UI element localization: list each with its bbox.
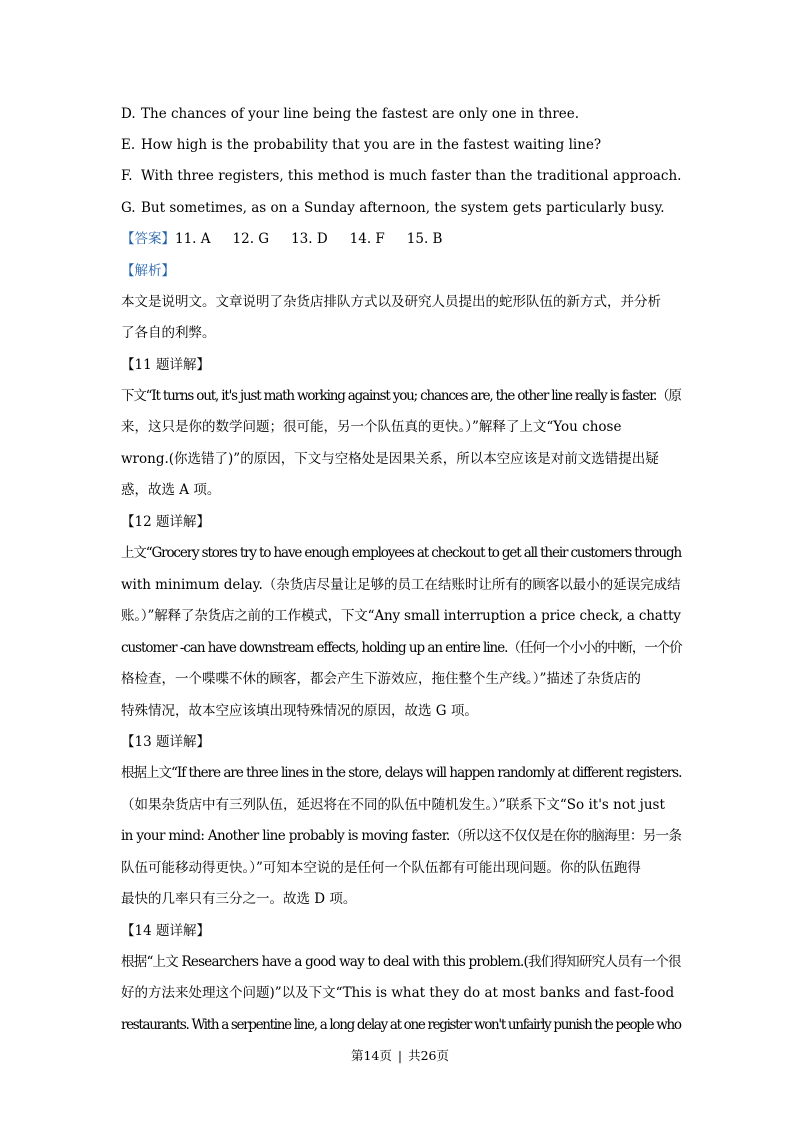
option-f xyxy=(121,166,681,186)
body-line: 账。）”解释了杂货店之前的工作模式，下文“Any small interruption a price check, a chatty xyxy=(121,608,681,624)
option-letter: E. xyxy=(121,137,136,153)
body-line: 格检查，一个喋喋不休的顾客，都会产生下游效应，拖住整个生产线。）”描述了杂货店的 xyxy=(121,671,641,687)
answer-item: 11. A xyxy=(175,231,211,247)
body-line: 特殊情况，故本空应该填出现特殊情况的原因，故选 G 项。 xyxy=(121,703,478,719)
body-line: 根据上文“If there are three lines in the store, delays will happen randomly at different registers. xyxy=(121,765,682,781)
footer-separator: | xyxy=(397,1048,403,1063)
option-text: The chances of your line being the fastest are only one in three. xyxy=(141,106,580,122)
answer-line xyxy=(121,229,681,249)
body-line: restaurants. With a serpentine line, a long delay at one register won't unfairly punish the people who xyxy=(121,1017,681,1033)
body-line: 队伍可能移动得更快。）”可知本空说的是任何一个队伍都有可能出现问题。你的队伍跑得 xyxy=(121,860,641,876)
body-line: 了各自的利弊。 xyxy=(121,325,216,341)
option-text: With three registers, this method is much faster than the traditional approach. xyxy=(141,168,682,184)
section-heading: 【11 题详解】 xyxy=(121,357,210,373)
option-text: How high is the probability that you are in the fastest waiting line? xyxy=(141,137,602,153)
body-line: with minimum delay.（杂货店尽量让足够的员工在结账时让所有的顾客以最小的延误完成结 xyxy=(121,577,681,593)
option-letter: G. xyxy=(121,200,136,216)
body-line: in your mind: Another line probably is moving faster.（所以这不仅仅是在你的脑海里：另一条 xyxy=(121,828,682,844)
body-line: （如果杂货店中有三列队伍，延迟将在不同的队伍中随机发生。）”联系下文“So it's not just xyxy=(121,797,665,813)
page-total: 共26页 xyxy=(408,1048,450,1063)
body-line: 惑，故选 A 项。 xyxy=(121,482,221,498)
option-g xyxy=(121,198,681,218)
answer-item: 12. G xyxy=(232,231,270,247)
body-line: 根据“上文 Researchers have a good way to deal with this problem.(我们得知研究人员有一个很 xyxy=(121,954,681,970)
answer-label: 【答案】 xyxy=(121,231,175,247)
answer-item: 15. B xyxy=(406,231,443,247)
body-line: customer -can have downstream effects, holding up an entire line.（任何一个小小的中断，一个价 xyxy=(121,640,682,656)
analysis-label: 【解析】 xyxy=(121,263,175,279)
option-letter: F. xyxy=(121,168,133,184)
answer-item: 13. D xyxy=(291,231,328,247)
page-number: 第14页 xyxy=(350,1048,392,1063)
section-heading: 【12 题详解】 xyxy=(121,514,210,530)
option-letter: D. xyxy=(121,106,136,122)
section-heading: 【14 题详解】 xyxy=(121,923,210,939)
body-line: 本文是说明文。文章说明了杂货店排队方式以及研究人员提出的蛇形队伍的新方式，并分析 xyxy=(121,294,661,310)
answer-item: 14. F xyxy=(349,231,385,247)
page-footer xyxy=(0,1046,800,1064)
option-d xyxy=(121,104,681,124)
body-line: 来，这只是你的数学问题；很可能，另一个队伍真的更快。）”解释了上文“You chose xyxy=(121,419,622,435)
option-e xyxy=(121,135,681,155)
body-line: 最快的几率只有三分之一。故选 D 项。 xyxy=(121,891,357,907)
section-heading: 【13 题详解】 xyxy=(121,734,210,750)
body-line: wrong.(你选错了)”的原因，下文与空格处是因果关系，所以本空应该是对前文选错提出疑 xyxy=(121,451,659,467)
body-line: 上文“Grocery stores try to have enough employees at checkout to get all their customers through xyxy=(121,545,682,561)
body-line: 好的方法来处理这个问题)”以及下文“This is what they do at most banks and fast-food xyxy=(121,985,675,1001)
body-line: 下文“It turns out, it's just math working against you; chances are, the other line really is faster.（原 xyxy=(121,388,681,404)
option-text: But sometimes, as on a Sunday afternoon, the system gets particularly busy. xyxy=(141,200,665,216)
